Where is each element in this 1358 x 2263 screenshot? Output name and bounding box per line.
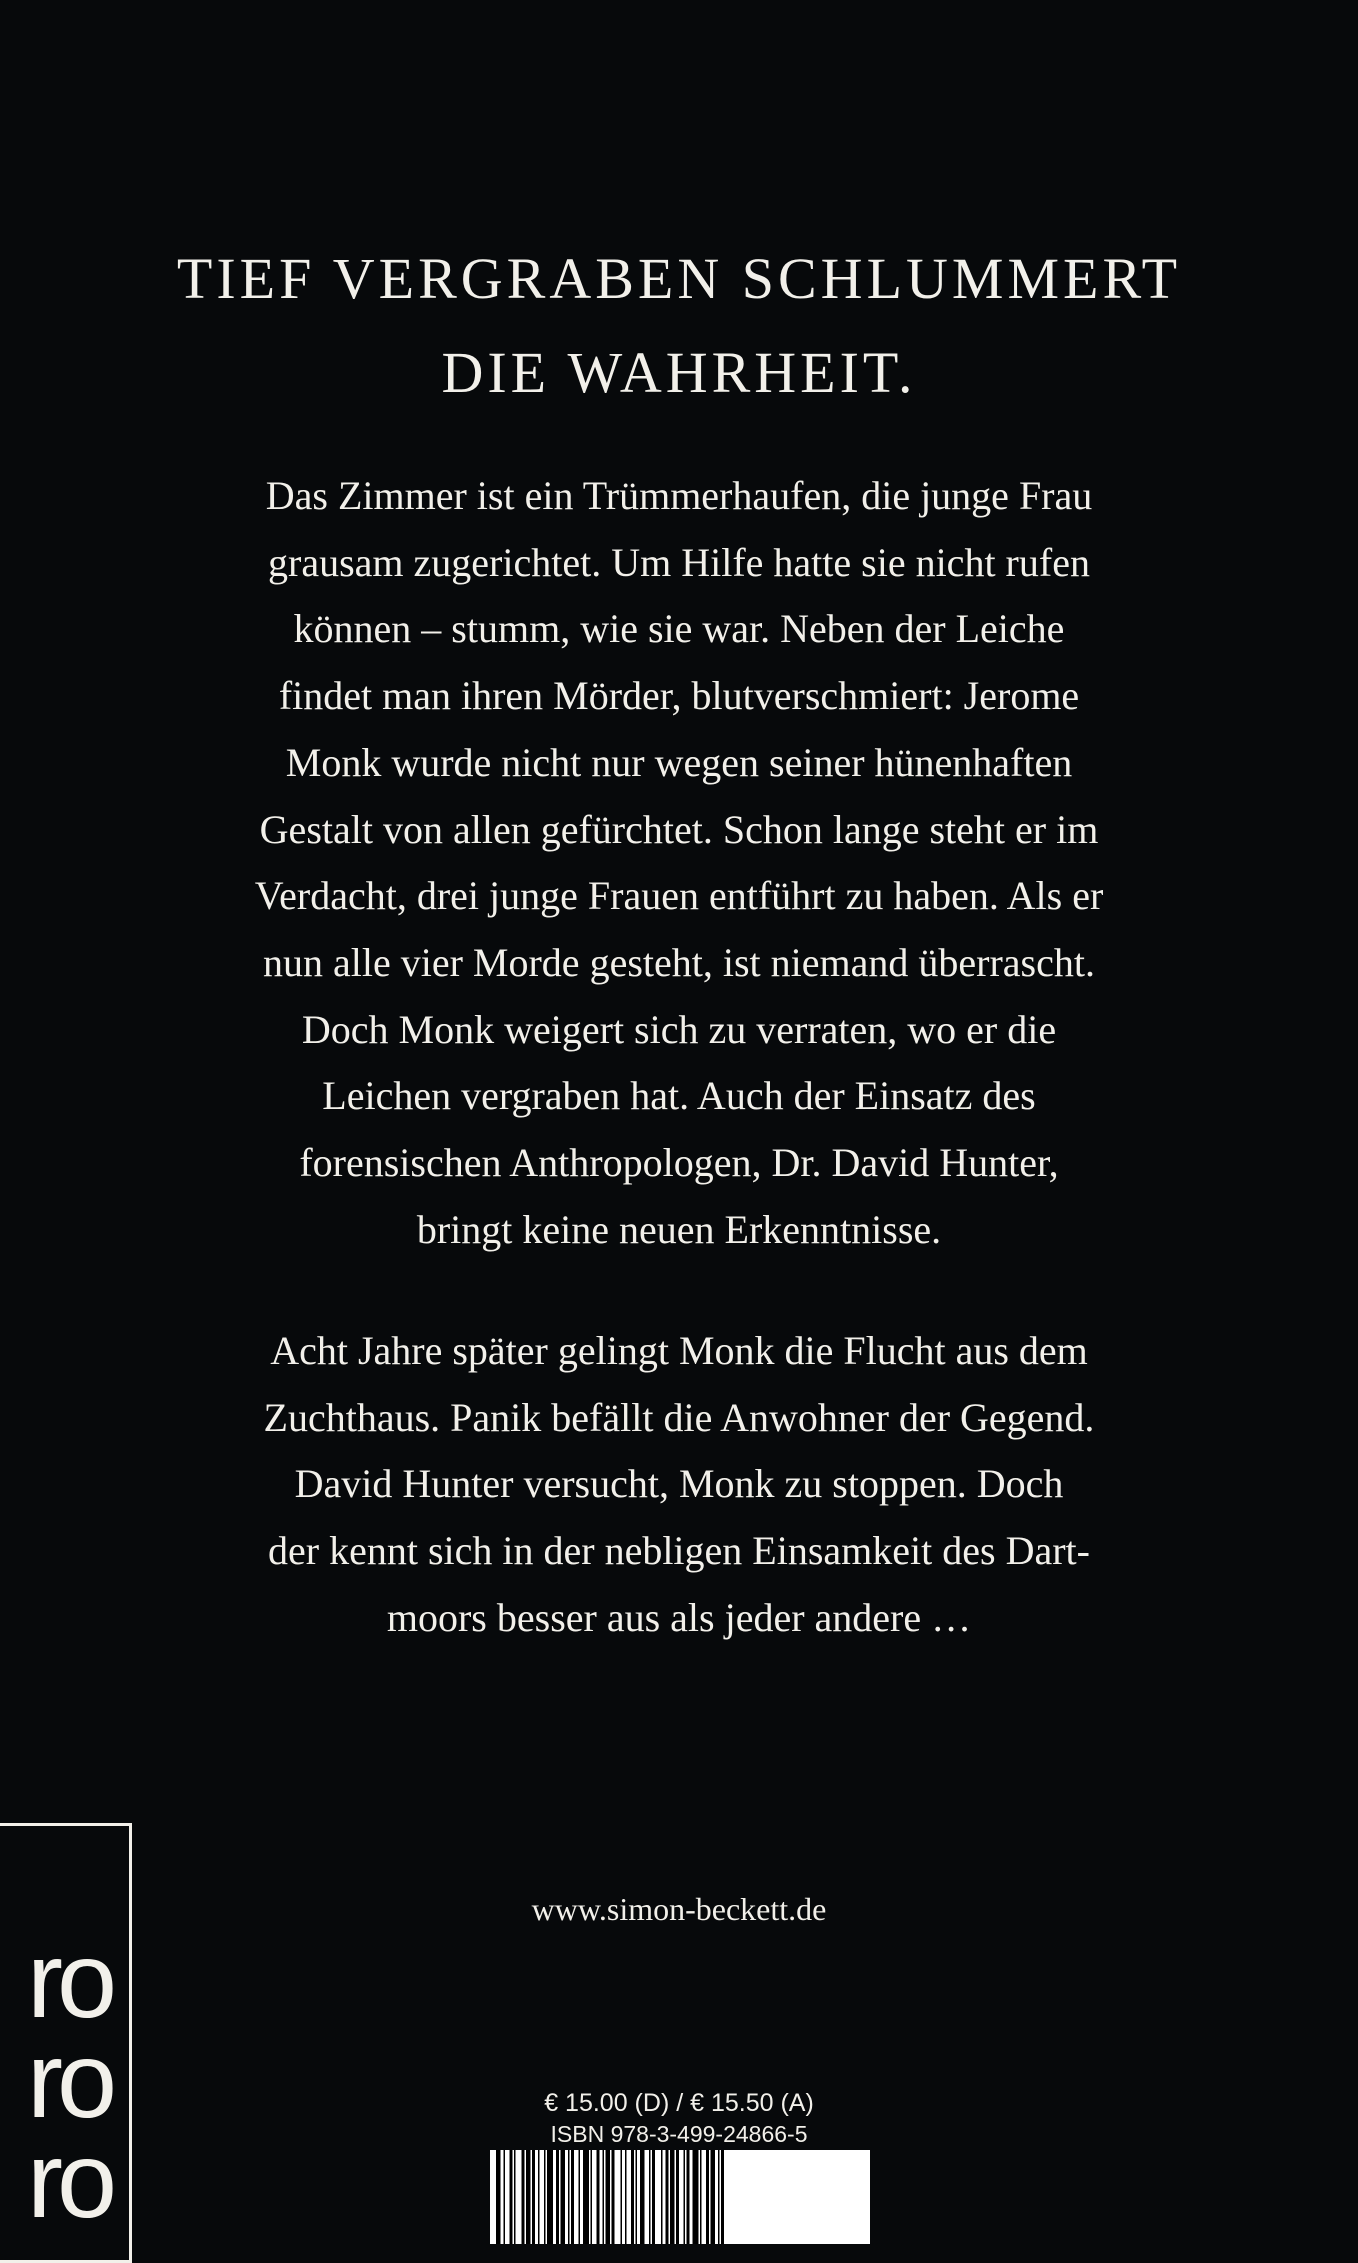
- barcode-bar: [640, 2150, 645, 2244]
- headline-line-2: DIE WAHRHEIT.: [441, 340, 917, 405]
- blurb-line: der kennt sich in der nebligen Einsamkeit des Dart-: [268, 1528, 1090, 1574]
- barcode-bar: [606, 2150, 611, 2244]
- blurb-paragraph-1: [150, 463, 1208, 1263]
- price-label: € 15.00 (D) / € 15.50 (A): [544, 2089, 814, 2117]
- barcode-bar: [556, 2150, 559, 2244]
- barcode-bar: [721, 2150, 724, 2244]
- barcode-bar: [538, 2150, 540, 2244]
- barcode-bar: [676, 2150, 679, 2244]
- isbn-label: ISBN 978-3-499-24866-5: [550, 2121, 808, 2147]
- blurb-line: Doch Monk weigert sich zu verraten, wo er die: [301, 1006, 1057, 1052]
- barcode-bar: [561, 2150, 566, 2244]
- blurb-line: Gestalt von allen gefürchtet. Schon lange steht er im: [259, 806, 1099, 852]
- barcode-bar: [636, 2150, 638, 2244]
- blurb-line: grausam zugerichtet. Um Hilfe hatte sie nicht rufen: [268, 539, 1090, 585]
- blurb-line: nun alle vier Morde gesteht, ist niemand überrascht.: [263, 939, 1095, 985]
- blurb-line: moors besser aus als jeder andere …: [386, 1594, 972, 1640]
- barcode-bar: [568, 2150, 570, 2244]
- barcode-graphic: [490, 2150, 870, 2244]
- author-website-link[interactable]: www.simon-beckett.de: [531, 1891, 827, 1927]
- blurb-line: findet man ihren Mörder, blutverschmiert: Jerome: [278, 673, 1080, 719]
- blurb-line: forensischen Anthropologen, Dr. David Hunter,: [299, 1140, 1059, 1186]
- barcode-bar: [687, 2150, 690, 2244]
- publisher-logo-line: ro: [27, 2019, 112, 2140]
- barcode-bar: [504, 2150, 506, 2244]
- barcode-bar: [510, 2150, 513, 2244]
- blurb-line: Acht Jahre später gelingt Monk die Flucht aus dem: [270, 1328, 1088, 1373]
- publisher-logo-line: ro: [27, 2119, 112, 2240]
- barcode-bar: [603, 2150, 605, 2244]
- barcode-bar: [526, 2150, 531, 2244]
- publisher-logo-text: [27, 1919, 132, 2240]
- barcode-bar: [625, 2150, 627, 2244]
- barcode-bar: [718, 2150, 720, 2244]
- blurb-line: können – stumm, wie sie war. Neben der Leiche: [293, 606, 1065, 652]
- barcode-bar: [711, 2150, 716, 2244]
- barcode-bar: [700, 2150, 702, 2244]
- blurb-line: Leichen vergraben hat. Auch der Einsatz des: [322, 1073, 1036, 1119]
- publisher-logo: [0, 1823, 132, 2263]
- blurb-paragraph-2: [150, 1318, 1208, 1652]
- barcode-bar: [532, 2150, 535, 2244]
- barcode-bar: [571, 2150, 574, 2244]
- blurb-line: Das Zimmer ist ein Trümmerhaufen, die junge Frau: [265, 473, 1093, 518]
- barcode-bar: [583, 2150, 589, 2244]
- barcode-bar: [666, 2150, 669, 2244]
- barcode-bar: [514, 2150, 516, 2244]
- blurb-line: David Hunter versucht, Monk zu stoppen. Doch: [294, 1461, 1064, 1507]
- barcode-bar: [631, 2150, 634, 2244]
- barcode-bar: [621, 2150, 623, 2244]
- headline: [0, 232, 1358, 420]
- barcode-bar: [652, 2150, 655, 2244]
- barcode: [490, 2150, 870, 2244]
- barcode-bar: [544, 2150, 546, 2244]
- barcode-bar: [522, 2150, 525, 2244]
- barcode-bar: [670, 2150, 675, 2244]
- blurb-line: Monk wurde nicht nur wegen seiner hünenhaften: [285, 739, 1073, 785]
- barcode-bar: [547, 2150, 553, 2244]
- barcode-bar: [591, 2150, 593, 2244]
- blurb-line: Verdacht, drei junge Frauen entführt zu haben. Als er: [254, 873, 1104, 919]
- barcode-bar: [597, 2150, 600, 2244]
- barcode-bar: [693, 2150, 699, 2244]
- blurb-line: Zuchthaus. Panik befällt die Anwohner der Gegend.: [263, 1394, 1095, 1440]
- headline-line-1: TIEF VERGRABEN SCHLUMMERT: [176, 246, 1182, 311]
- barcode-bar: [649, 2150, 651, 2244]
- blurb-line: bringt keine neuen Erkenntnisse.: [416, 1206, 942, 1252]
- barcode-bar: [706, 2150, 709, 2244]
- barcode-bar: [612, 2150, 615, 2244]
- barcode-bar: [684, 2150, 686, 2244]
- barcode-bar: [661, 2150, 663, 2244]
- barcode-bar: [579, 2150, 581, 2244]
- barcode-bar: [496, 2150, 501, 2244]
- publisher-logo-line: ro: [27, 1919, 112, 2040]
